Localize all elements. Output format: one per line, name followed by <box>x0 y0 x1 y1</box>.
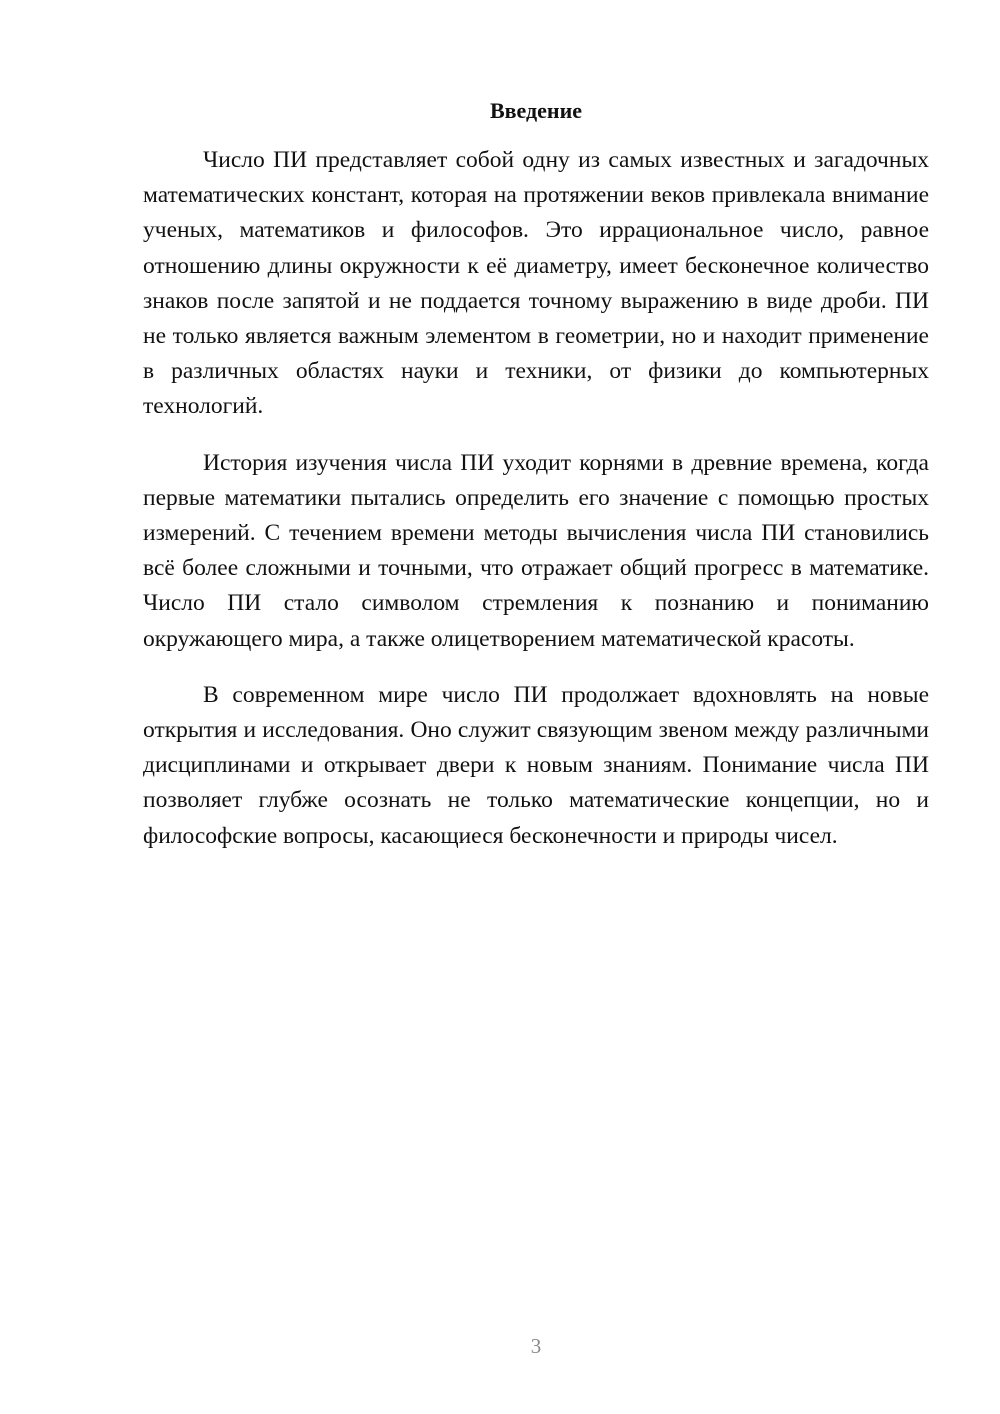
paragraph-3: В современном мире число ПИ продолжает вдохновлять на новые открытия и исследования. Оно служит связующим звеном между различными дисциплинами и открывает двери к новым знаниям. Понимание числа ПИ позволяет глубже осознать не только математические концепции, но и философские вопросы, касающиеся бесконечности и природы чисел. <box>143 681 929 849</box>
section-heading: Введение <box>489 98 583 123</box>
paragraph-2: История изучения числа ПИ уходит корнями в древние времена, когда первые математики пытались определить его значение с помощью простых измерений. С течением времени методы вычисления числа ПИ становились всё более сложными и точными, что отражает общий прогресс в математике. Число ПИ стало символом стремления к познанию и пониманию окружающего мира, а также олицетворением математической красоты. <box>143 449 929 652</box>
page-number: 3 <box>530 1334 542 1358</box>
paragraph-1: Число ПИ представляет собой одну из самых известных и загадочных математических констант, которая на протяжении веков привлекала внимание ученых, математиков и философов. Это иррациональное число, равное отношению длины окружности к её диаметру, имеет бесконечное количество знаков после запятой и не поддается точному выражению в виде дроби. ПИ не только является важным элементом в геометрии, но и находит применение в различных областях науки и техники, от физики до компьютерных технологий. <box>143 147 929 420</box>
body-text <box>143 143 929 875</box>
